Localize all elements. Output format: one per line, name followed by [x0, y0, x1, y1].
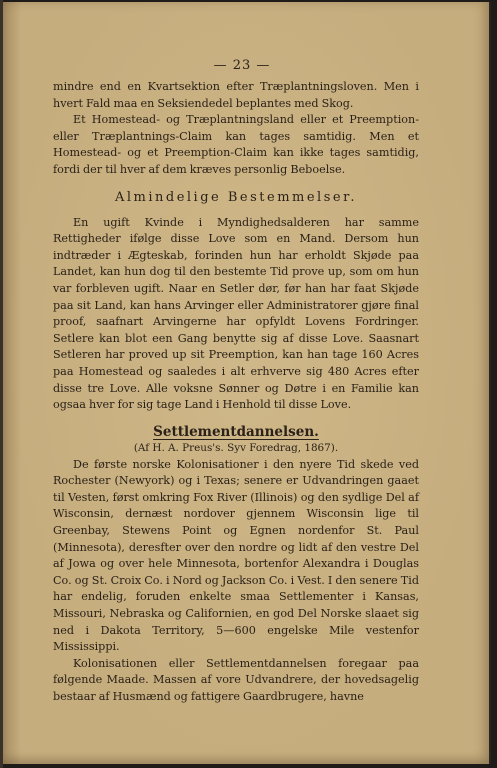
book-page [3, 2, 491, 764]
paragraph-claims: Et Homestead- og Træplantningsland eller et Preemption- eller Træplantnings-Claim kan tages samtidig. Men et Homestead- og et Preemption-Claim kan ikke tages samtidig, fordi der til hver af dem kræves personlig Beboelse. [53, 113, 419, 176]
paragraph-continued: mindre end en Kvartsektion efter Træplantningsloven. Men i hvert Fald maa en Seksiendedel beplantes med Skog. [53, 80, 419, 110]
section-byline: (Af H. A. Preus's. Syv Foredrag, 1867). [133, 441, 339, 454]
paragraph-settlement-process: Kolonisationen eller Settlementdannelsen foregaar paa følgende Maade. Massen af vore Udvandrere, der hovedsagelig bestaar af Husmænd og fattigere Gaardbrugere, havne [53, 656, 419, 703]
page-number: — 23 — [213, 58, 271, 73]
section-heading-general-provisions: Almindelige Bestemmelser. [114, 189, 357, 205]
page-content [53, 58, 419, 706]
section-heading-settlement: Settlementdannelsen. [153, 423, 319, 440]
paragraph-colonisations: De første norske Kolonisationer i den nyere Tid skede ved Rochester (Newyork) og i Texas; senere er Udvandringen gaaet til Vesten, først omkring Fox River (Illinois) og den sydlige Del af Wisconsin, dernæst nordover gjennem Wisconsin lige til Greenbay, Stewens Point og Egnen nordenfor St. Paul (Minnesota), deresfter over den nordre og lidt af den vestre Del af Jowa og over hele Minnesota, bortenfor Alexandra i Douglas Co. og St. Croix Co. i Nord og Jackson Co. i Vest. I den senere Tid har endelig, foruden enkelte smaa Settlementer i Kansas, Missouri, Nebraska og Californien, en god Del Norske slaaet sig ned i Dakota Territory, 5—600 engelske Mile vestenfor Mississippi. [53, 457, 419, 654]
paragraph-general-provisions: En ugift Kvinde i Myndighedsalderen har samme Rettigheder ifølge disse Love som en Mand. Dersom hun indtræder i Ægteskab, forinden hun har erholdt Skjøde paa Landet, kan hun dog til den bestemte Tid prove up, som om hun var forbleven ugift. Naar en Setler dør, før han har faat Skjøde paa sit Land, kan hans Arvinger eller Administratorer gjøre final proof, saafnart Arvingerne har opfyldt Lovens Fordringer. Setlere kan blot een Gang benytte sig af disse Love. Saasnart Setleren har proved up sit Preemption, kan han tage 160 Acres paa Homestead og saaledes i alt erhverve sig 480 Acres efter disse tre Love. Alle voksne Sønner og Døtre i en Familie kan ogsaa hver for sig tage Land i Henhold til disse Love. [53, 215, 419, 412]
